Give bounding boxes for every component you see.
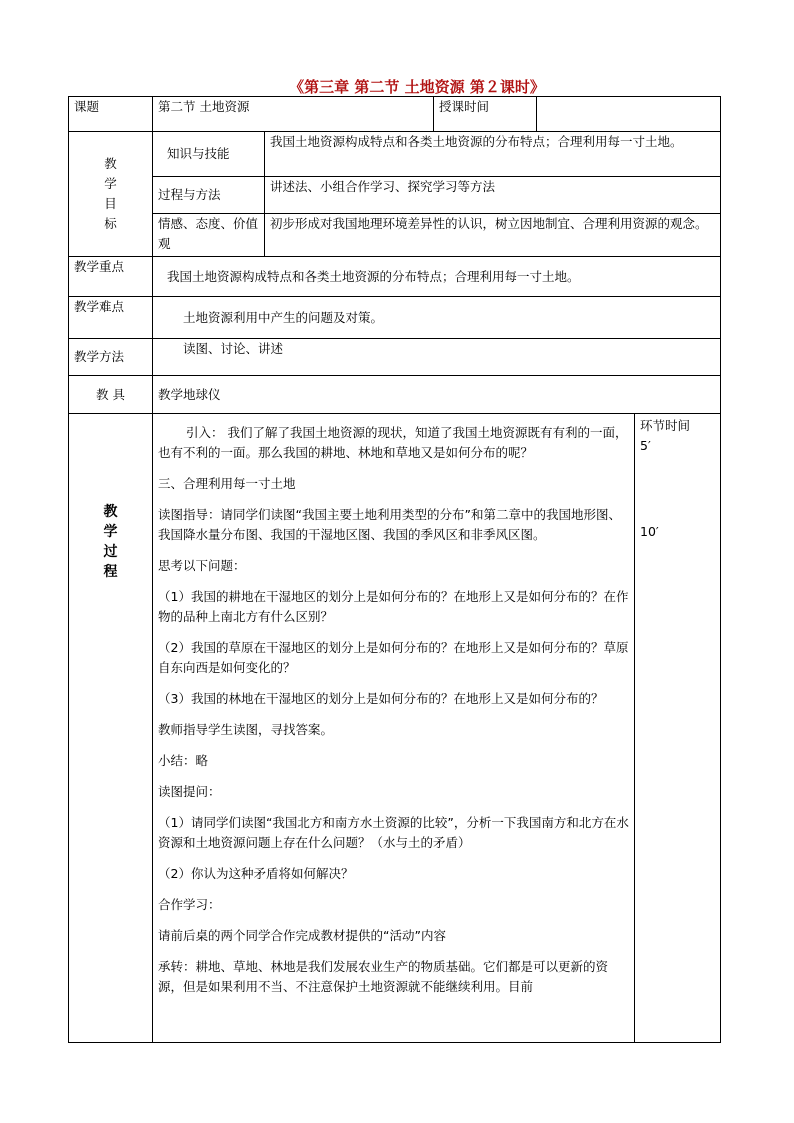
paragraph-question-2: （2）我国的草原在干湿地区的划分上是如何分布的？在地形上又是如何分布的？草原自东向西是如何变化的？ [158,640,629,675]
process-time-column [635,414,721,1043]
row-tools [69,376,721,414]
difficulty-value: 土地资源利用中产生的问题及对策。 [153,297,721,339]
key-point-value: 我国土地资源构成特点和各类土地资源的分布特点；合理利用每一寸土地。 [153,257,721,297]
method-label: 教学方法 [69,339,153,376]
teaching-time-label: 授课时间 [434,97,537,132]
tools-label: 教 具 [69,376,153,414]
paragraph-question-1: （1）我国的耕地在干湿地区的划分上是如何分布的？在地形上又是如何分布的？在作物的品种上南北方有什么区别？ [158,589,629,624]
paragraph-intro: 引入： 我们了解了我国土地资源的现状，知道了我国土地资源既有有利的一面，也有不利的一面。那么我国的耕地、林地和草地又是如何分布的呢？ [158,425,628,460]
lesson-plan-table [68,96,721,1043]
paragraph-activity: 请前后桌的两个同学合作完成教材提供的“活动”内容 [158,928,446,943]
document-title: 《第三章 第二节 土地资源 第２课时》 [289,78,545,96]
topic-value: 第二节 土地资源 [153,97,434,132]
paragraph-reading-question-2: （2）你认为这种矛盾将如何解决？ [158,866,354,881]
time-header: 环节时间 [640,418,691,433]
paragraph-cooperative-learning: 合作学习： [158,897,221,912]
paragraph-summary: 小结：略 [158,753,209,768]
paragraph-section-heading: 三、合理利用每一寸土地 [158,476,296,491]
topic-label: 课题 [69,97,153,132]
paragraph-reading-guide: 读图指导：请同学们读图“我国主要土地利用类型的分布”和第二章中的我国地形图、我国降水量分布图、我国的干湿地区图、我国的季风区和非季风区图。 [158,507,621,542]
objective-knowledge-value: 我国土地资源构成特点和各类土地资源的分布特点；合理利用每一寸土地。 [265,132,721,177]
row-topic [69,97,721,132]
row-process [69,414,721,1043]
objective-process-label: 过程与方法 [153,177,265,214]
objective-attitude-label: 情感、态度、价值观 [153,214,265,257]
paragraph-teacher-guide: 教师指导学生读图，寻找答案。 [158,722,334,737]
row-difficulty [69,297,721,339]
difficulty-label: 教学难点 [69,297,153,339]
objective-process-value: 讲述法、小组合作学习、探究学习等方法 [265,177,721,214]
time-intro: 5′ [640,438,651,453]
paragraph-reading-questions: 读图提问： [158,784,221,799]
paragraph-transition: 承转：耕地、草地、林地是我们发展农业生产的物质基础。它们都是可以更新的资源，但是如果利用不当、不注意保护土地资源就不能继续利用。目前 [158,959,609,994]
objectives-label: 教 学 目 标 [69,132,153,257]
row-objective-attitude [69,214,721,257]
paragraph-questions-intro: 思考以下问题： [158,558,246,573]
teaching-time-value [537,97,721,132]
tools-value: 教学地球仪 [153,376,721,414]
row-method [69,339,721,376]
paragraph-question-3: （3）我国的林地在干湿地区的划分上是如何分布的？在地形上又是如何分布的？ [158,691,604,706]
key-point-label: 教学重点 [69,257,153,297]
row-key-point [69,257,721,297]
process-label: 教 学 过 程 [69,414,153,1043]
row-objective-knowledge [69,132,721,177]
time-section: 10′ [640,524,659,539]
objective-knowledge-label: 知识与技能 [153,132,265,177]
process-content [153,414,635,1043]
row-objective-process [69,177,721,214]
paragraph-reading-question-1: （1）请同学们读图“我国北方和南方水土资源的比较”，分析一下我国南方和北方在水资源和土地资源问题上存在什么问题？（水与土的矛盾） [158,815,629,850]
method-value: 读图、讨论、讲述 [153,339,721,376]
objective-attitude-value: 初步形成对我国地理环境差异性的认识，树立因地制宜、合理利用资源的观念。 [265,214,721,257]
